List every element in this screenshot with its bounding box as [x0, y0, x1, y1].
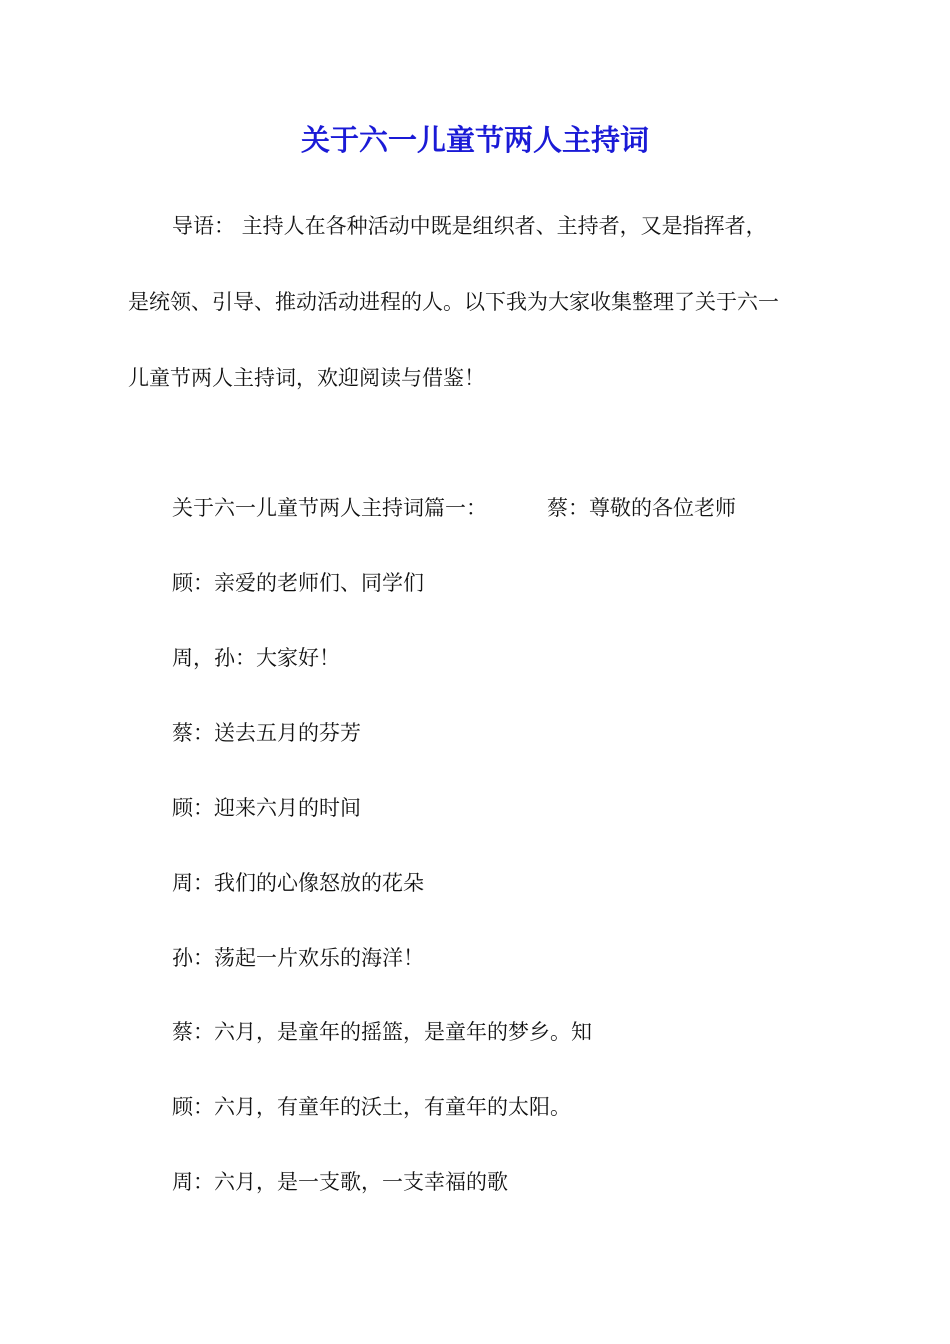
script-line: 周：六月，是一支歌，一支幸福的歌 — [172, 1170, 508, 1194]
script-line: 顾：迎来六月的时间 — [172, 796, 361, 820]
script-line: 顾：亲爱的老师们、同学们 — [172, 571, 424, 595]
section-heading-line — [172, 492, 736, 522]
intro-line-1: 导语： 主持人在各种活动中既是组织者、主持者，又是指挥者， — [172, 214, 767, 238]
script-line: 周，孙：大家好！ — [172, 646, 340, 670]
script-line: 周：我们的心像怒放的花朵 — [172, 871, 424, 895]
section-heading: 关于六一儿童节两人主持词篇一： — [172, 496, 487, 520]
script-line: 蔡：送去五月的芬芳 — [172, 721, 361, 745]
intro-line-3: 儿童节两人主持词，欢迎阅读与借鉴！ — [128, 366, 485, 390]
script-line: 蔡：六月，是童年的摇篮，是童年的梦乡。知 — [172, 1020, 592, 1044]
intro-paragraph — [128, 188, 828, 416]
document-title: 关于六一儿童节两人主持词 — [300, 123, 649, 157]
script-line: 孙：荡起一片欢乐的海洋！ — [172, 946, 424, 970]
script-line: 蔡：尊敬的各位老师 — [547, 496, 736, 520]
script-line: 顾：六月，有童年的沃土，有童年的太阳。 — [172, 1095, 571, 1119]
intro-line-2: 是统领、引导、推动活动进程的人。以下我为大家收集整理了关于六一 — [128, 290, 779, 314]
